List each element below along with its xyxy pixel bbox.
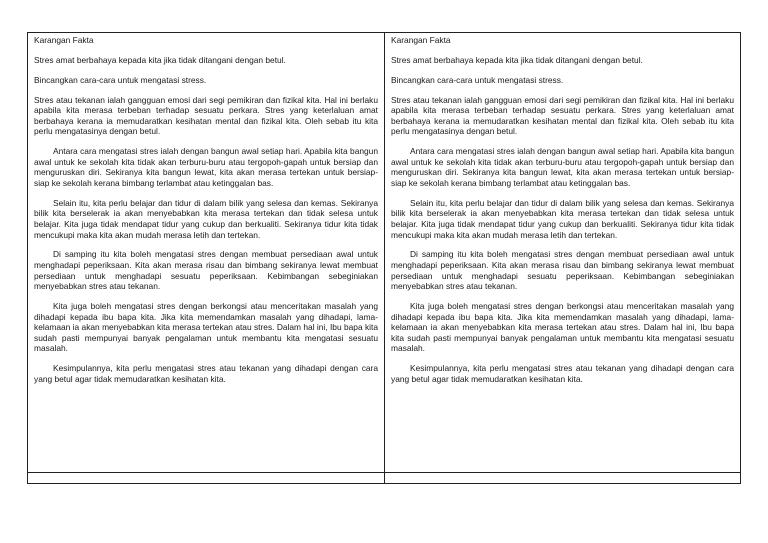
question-paragraph: Bincangkan cara-cara untuk mengatasi stress. <box>391 74 564 85</box>
statement-paragraph: Stres amat berbahaya kepada kita jika tidak ditangani dengan betul. <box>391 55 643 66</box>
document-table <box>27 32 741 484</box>
body-paragraph-4: Kita juga boleh mengatasi stres dengan berkongsi atau menceritakan masalah yang dihadapi kepada ibu bapa kita. Jika kita memendamkan masalah yang dihadapi, lama-kelamaan ia akan menyebabkan kita merasa tertekan atau stres. Dalam hal ini, Ibu bapa kita sudah pasti mempunyai banyak pengalaman untuk membantu kita mengatasi sesuatu masalah. <box>391 300 734 354</box>
body-paragraph-1: Antara cara mengatasi stres ialah dengan bangun awal setiap hari. Apabila kita bangun awal untuk ke sekolah kita tidak akan terburu-buru atau tergopoh-gapah untuk bersiap dan menguruskan diri. Sekiranya kita bangun lewat, kita akan merasa tertekan untuk bersiap-siap ke sekolah kerana bimbang terlambat atau ketinggalan bas. <box>391 146 734 188</box>
document-title: Karangan Fakta <box>34 35 94 45</box>
body-paragraph-2: Selain itu, kita perlu belajar dan tidur di dalam bilik yang selesa dan kemas. Sekiranya bilik kita berselerak ia akan menyebabkan kita merasa tertekan dan tidak selesa untuk belajar. Kita juga tidak mendapat tidur yang cukup dan berkualiti. Sekiranya tidur kita tidak mencukupi maka kita akan mudah merasa letih dan tertekan. <box>391 197 734 240</box>
statement-paragraph: Stres amat berbahaya kepada kita jika tidak ditangani dengan betul. <box>34 55 286 66</box>
body-paragraph-3: Di samping itu kita boleh mengatasi stres dengan membuat persediaan awal untuk menghadapi peperiksaan. Kita akan merasa risau dan bimbang sekiranya lewat membuat persediaan untuk menghadapi sesuatu peperiksaan. Kebimbangan sebeginiakan menyebabkan stres atau tekanan. <box>391 249 734 292</box>
conclusion-paragraph: Kesimpulannya, kita perlu mengatasi stres atau tekanan yang dihadapi dengan cara yang betul agar tidak memudaratkan kesihatan kita. <box>391 363 734 384</box>
conclusion-paragraph: Kesimpulannya, kita perlu mengatasi stres atau tekanan yang dihadapi dengan cara yang betul agar tidak memudaratkan kesihatan kita. <box>34 363 378 384</box>
bottom-row-divider <box>28 472 384 473</box>
body-paragraph-3: Di samping itu kita boleh mengatasi stres dengan membuat persediaan awal untuk menghadapi peperiksaan. Kita akan merasa risau dan bimbang sekiranya lewat membuat persediaan untuk menghadapi sesuatu peperiksaan. Kebimbangan sebeginiakan menyebabkan stres atau tekanan. <box>34 249 378 292</box>
left-column <box>28 33 384 483</box>
body-paragraph-1: Antara cara mengatasi stres ialah dengan bangun awal setiap hari. Apabila kita bangun awal untuk ke sekolah kita tidak akan terburu-buru atau tergopoh-gapah untuk bersiap dan menguruskan diri. Sekiranya kita bangun lewat, kita akan merasa tertekan untuk bersiap-siap ke sekolah kerana bimbang terlambat atau ketinggalan bas. <box>34 146 378 188</box>
body-paragraph-4: Kita juga boleh mengatasi stres dengan berkongsi atau menceritakan masalah yang dihadapi kepada ibu bapa kita. Jika kita memendamkan masalah yang dihadapi, lama-kelamaan ia akan menyebabkan kita merasa tertekan atau stres. Dalam hal ini, Ibu bapa kita sudah pasti mempunyai banyak pengalaman untuk membantu kita mengatasi sesuatu masalah. <box>34 300 378 354</box>
document-title: Karangan Fakta <box>391 35 451 45</box>
question-paragraph: Bincangkan cara-cara untuk mengatasi stress. <box>34 74 207 85</box>
body-paragraph-2: Selain itu, kita perlu belajar dan tidur di dalam bilik yang selesa dan kemas. Sekiranya bilik kita berselerak ia akan menyebabkan kita merasa tertekan dan tidak selesa untuk belajar. Kita juga tidak mendapat tidur yang cukup dan berkualiti. Sekiranya tidur kita tidak mencukupi maka kita akan mudah merasa letih dan tertekan. <box>34 197 378 240</box>
intro-paragraph: Stres atau tekanan ialah gangguan emosi dari segi pemikiran dan fizikal kita. Hal ini berlaku apabila kita merasa terbeban terhadap sesuatu perkara. Stres yang keterlaluan amat berbahaya kerana ia memudaratkan kesihatan mental dan fizikal kita. Oleh sebab itu kita perlu mengatasinya dengan betul. <box>34 94 378 137</box>
intro-paragraph: Stres atau tekanan ialah gangguan emosi dari segi pemikiran dan fizikal kita. Hal ini berlaku apabila kita merasa terbeban terhadap sesuatu perkara. Stres yang keterlaluan amat berbahaya kerana ia memudaratkan kesihatan mental dan fizikal kita. Oleh sebab itu kita perlu mengatasinya dengan betul. <box>391 94 734 137</box>
right-column <box>384 33 740 483</box>
bottom-row-divider <box>385 472 740 473</box>
